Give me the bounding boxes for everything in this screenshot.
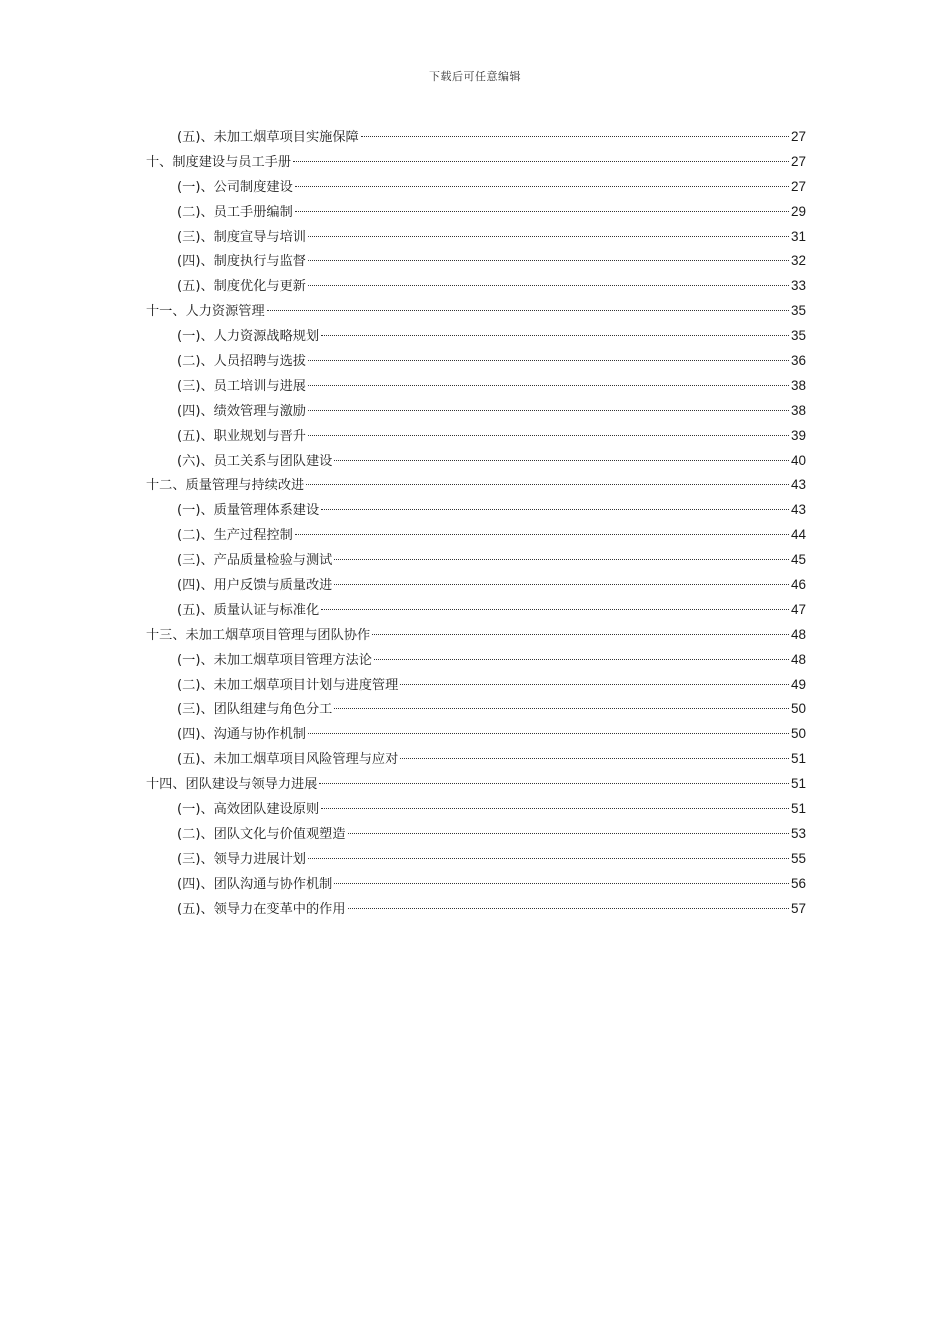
toc-section-entry[interactable] bbox=[146, 250, 806, 275]
toc-section-entry[interactable] bbox=[146, 325, 806, 350]
toc-dot-leader bbox=[321, 609, 789, 610]
toc-entry-title: (五)、制度优化与更新 bbox=[177, 279, 306, 295]
toc-dot-leader bbox=[334, 559, 789, 560]
toc-section-entry[interactable] bbox=[146, 674, 806, 699]
toc-entry-title: (二)、人员招聘与选拔 bbox=[177, 354, 306, 370]
toc-dot-leader bbox=[321, 509, 789, 510]
toc-page-number: 43 bbox=[790, 502, 806, 518]
toc-dot-leader bbox=[308, 285, 789, 286]
toc-page-number: 35 bbox=[790, 303, 806, 319]
toc-entry-title: 十二、质量管理与持续改进 bbox=[146, 478, 305, 494]
toc-chapter-entry[interactable] bbox=[146, 151, 806, 176]
toc-dot-leader bbox=[308, 385, 789, 386]
toc-chapter-entry[interactable] bbox=[146, 300, 806, 325]
toc-entry-title: (五)、未加工烟草项目实施保障 bbox=[177, 130, 359, 145]
toc-page-number: 49 bbox=[790, 676, 806, 692]
toc-page-number: 35 bbox=[790, 328, 806, 344]
toc-section-entry[interactable] bbox=[146, 873, 806, 898]
toc-entry-title: (五)、未加工烟草项目风险管理与应对 bbox=[177, 752, 399, 768]
toc-page-number: 38 bbox=[790, 377, 806, 393]
toc-dot-leader bbox=[372, 634, 789, 635]
toc-page-number: 43 bbox=[790, 477, 806, 493]
toc-page-number: 48 bbox=[790, 626, 806, 642]
toc-section-entry[interactable] bbox=[146, 450, 806, 475]
toc-dot-leader bbox=[293, 161, 789, 162]
toc-section-entry[interactable] bbox=[146, 400, 806, 425]
toc-page-number: 45 bbox=[790, 552, 806, 568]
toc-dot-leader bbox=[374, 659, 789, 660]
toc-entry-title: (四)、沟通与协作机制 bbox=[177, 727, 306, 743]
toc-dot-leader bbox=[308, 360, 789, 361]
toc-entry-title: (三)、员工培训与进展 bbox=[177, 378, 306, 394]
toc-page-number: 50 bbox=[790, 701, 806, 717]
toc-entry-title: (二)、团队文化与价值观塑造 bbox=[177, 826, 346, 842]
toc-page-number: 56 bbox=[790, 875, 806, 891]
toc-dot-leader bbox=[400, 758, 789, 759]
toc-entry-title: (一)、人力资源战略规划 bbox=[177, 329, 320, 345]
toc-dot-leader bbox=[334, 584, 789, 585]
toc-section-entry[interactable] bbox=[146, 350, 806, 375]
toc-page-number: 27 bbox=[790, 178, 806, 194]
toc-entry-title: (五)、领导力在变革中的作用 bbox=[177, 901, 346, 917]
toc-page-number: 32 bbox=[790, 253, 806, 269]
toc-page-number: 55 bbox=[790, 850, 806, 866]
toc-page-number: 27 bbox=[790, 153, 806, 169]
toc-page-number: 31 bbox=[790, 228, 806, 244]
toc-entry-title: (四)、绩效管理与激励 bbox=[177, 403, 306, 419]
toc-page-number: 50 bbox=[790, 726, 806, 742]
toc-dot-leader bbox=[308, 858, 789, 859]
toc-page-number: 40 bbox=[790, 452, 806, 468]
toc-entry-title: (二)、未加工烟草项目计划与进度管理 bbox=[177, 677, 399, 693]
toc-dot-leader bbox=[361, 136, 789, 137]
toc-page-number: 27 bbox=[790, 129, 806, 144]
toc-chapter-entry[interactable] bbox=[146, 474, 806, 499]
toc-section-entry[interactable] bbox=[146, 176, 806, 201]
toc-dot-leader bbox=[348, 833, 789, 834]
toc-page-number: 36 bbox=[790, 353, 806, 369]
toc-dot-leader bbox=[267, 310, 789, 311]
toc-section-entry[interactable] bbox=[146, 798, 806, 823]
toc-dot-leader bbox=[319, 783, 789, 784]
toc-section-entry[interactable] bbox=[146, 275, 806, 300]
toc-page-number: 51 bbox=[790, 801, 806, 817]
toc-chapter-entry[interactable] bbox=[146, 773, 806, 798]
toc-dot-leader bbox=[400, 684, 789, 685]
toc-dot-leader bbox=[295, 186, 789, 187]
toc-section-entry[interactable] bbox=[146, 698, 806, 723]
toc-section-entry[interactable] bbox=[146, 226, 806, 251]
toc-section-entry[interactable] bbox=[146, 201, 806, 226]
toc-entry-title: (三)、团队组建与角色分工 bbox=[177, 702, 333, 718]
toc-page-number: 44 bbox=[790, 527, 806, 543]
toc-section-entry[interactable] bbox=[146, 748, 806, 773]
toc-section-entry[interactable] bbox=[146, 898, 806, 923]
toc-entry-title: (一)、未加工烟草项目管理方法论 bbox=[177, 652, 372, 668]
toc-entry-title: (四)、团队沟通与协作机制 bbox=[177, 876, 333, 892]
toc-dot-leader bbox=[334, 883, 789, 884]
toc-section-entry[interactable] bbox=[146, 574, 806, 599]
toc-section-entry[interactable] bbox=[146, 375, 806, 400]
table-of-contents bbox=[146, 126, 806, 923]
toc-page-number: 47 bbox=[790, 601, 806, 617]
toc-entry-title: (三)、产品质量检验与测试 bbox=[177, 553, 333, 569]
toc-section-entry[interactable] bbox=[146, 823, 806, 848]
toc-entry-title: (二)、员工手册编制 bbox=[177, 204, 293, 220]
toc-page-number: 57 bbox=[790, 900, 806, 916]
toc-dot-leader bbox=[321, 335, 789, 336]
toc-entry-title: 十一、人力资源管理 bbox=[146, 304, 265, 320]
toc-section-entry[interactable] bbox=[146, 848, 806, 873]
toc-entry-title: 十、制度建设与员工手册 bbox=[146, 154, 292, 170]
toc-section-entry[interactable] bbox=[146, 649, 806, 674]
toc-entry-title: 十三、未加工烟草项目管理与团队协作 bbox=[146, 627, 371, 643]
toc-page-number: 29 bbox=[790, 203, 806, 219]
toc-dot-leader bbox=[348, 908, 789, 909]
toc-section-entry[interactable] bbox=[146, 126, 806, 151]
toc-section-entry[interactable] bbox=[146, 723, 806, 748]
toc-entry-title: (六)、员工关系与团队建设 bbox=[177, 453, 333, 469]
toc-dot-leader bbox=[308, 410, 789, 411]
toc-entry-title: (三)、领导力进展计划 bbox=[177, 851, 306, 867]
toc-entry-title: 十四、团队建设与领导力进展 bbox=[146, 777, 318, 793]
toc-page-number: 51 bbox=[790, 776, 806, 792]
toc-dot-leader bbox=[334, 708, 789, 709]
toc-entry-title: (一)、公司制度建设 bbox=[177, 179, 293, 195]
toc-section-entry[interactable] bbox=[146, 599, 806, 624]
toc-entry-title: (四)、制度执行与监督 bbox=[177, 254, 306, 270]
toc-entry-title: (一)、高效团队建设原则 bbox=[177, 802, 320, 818]
toc-dot-leader bbox=[295, 211, 789, 212]
toc-dot-leader bbox=[308, 236, 789, 237]
toc-entry-title: (五)、职业规划与晋升 bbox=[177, 428, 306, 444]
page-header: 下载后可任意编辑 bbox=[429, 70, 521, 83]
toc-dot-leader bbox=[308, 435, 789, 436]
toc-dot-leader bbox=[295, 534, 789, 535]
toc-chapter-entry[interactable] bbox=[146, 624, 806, 649]
toc-section-entry[interactable] bbox=[146, 524, 806, 549]
toc-section-entry[interactable] bbox=[146, 425, 806, 450]
toc-page-number: 48 bbox=[790, 651, 806, 667]
toc-entry-title: (五)、质量认证与标准化 bbox=[177, 602, 320, 618]
toc-page-number: 53 bbox=[790, 825, 806, 841]
toc-dot-leader bbox=[334, 460, 789, 461]
toc-entry-title: (三)、制度宣导与培训 bbox=[177, 229, 306, 245]
toc-dot-leader bbox=[308, 260, 789, 261]
toc-page-number: 51 bbox=[790, 751, 806, 767]
toc-dot-leader bbox=[321, 808, 789, 809]
toc-entry-title: (二)、生产过程控制 bbox=[177, 528, 293, 544]
toc-entry-title: (一)、质量管理体系建设 bbox=[177, 503, 320, 519]
toc-page-number: 33 bbox=[790, 278, 806, 294]
toc-section-entry[interactable] bbox=[146, 549, 806, 574]
toc-page-number: 46 bbox=[790, 577, 806, 593]
toc-dot-leader bbox=[306, 484, 789, 485]
toc-section-entry[interactable] bbox=[146, 499, 806, 524]
toc-dot-leader bbox=[308, 733, 789, 734]
toc-entry-title: (四)、用户反馈与质量改进 bbox=[177, 578, 333, 594]
toc-page-number: 39 bbox=[790, 427, 806, 443]
toc-page-number: 38 bbox=[790, 402, 806, 418]
